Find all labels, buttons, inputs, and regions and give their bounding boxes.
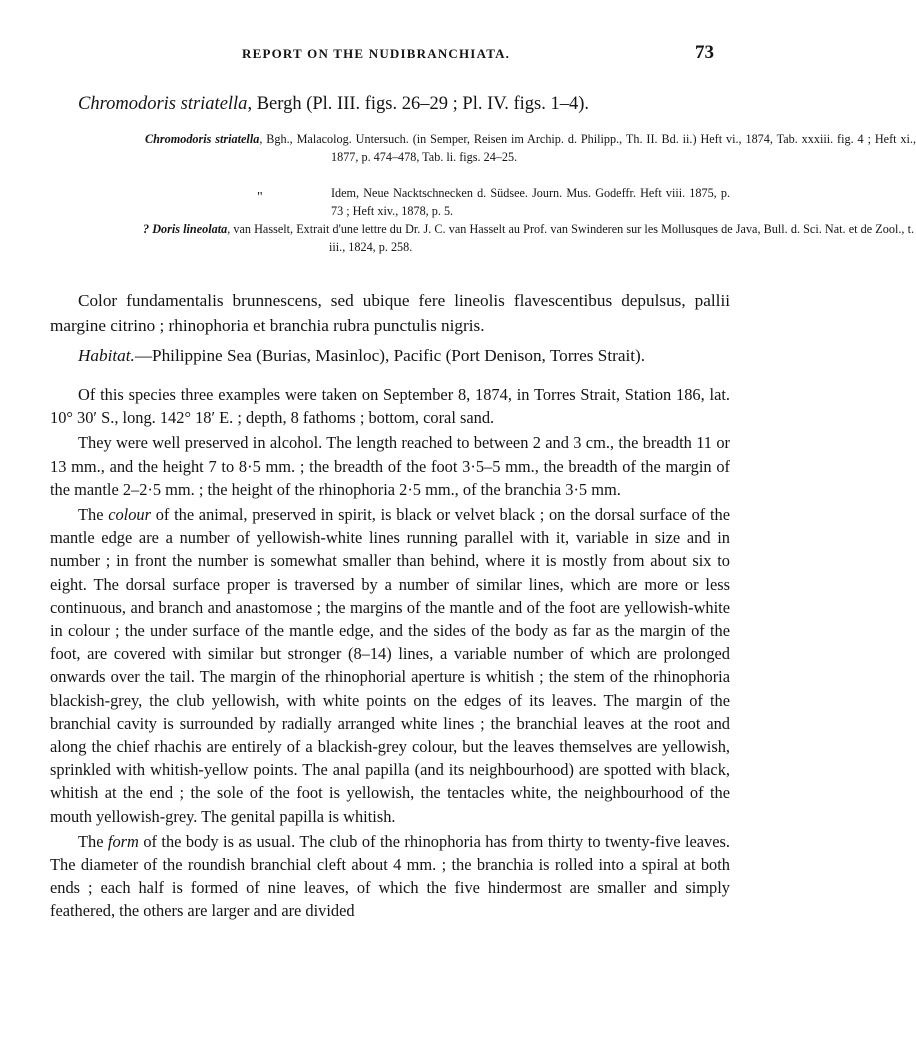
- synonym-citation: Idem, Neue Nacktschnecken d. Südsee. Journ. Mus. Godeffr. Heft viii. 1875, p. 73 ; Heft xiv., 1878, p. 5.: [331, 186, 730, 218]
- synonym-citation: , van Hasselt, Extrait d'une lettre du Dr. J. C. van Hasselt au Prof. van Swinderen sur les Mollusques de Java, Bull. d. Sci. Nat. et de Zool., t. iii., 1824, p. 258.: [227, 222, 915, 254]
- synonymy-entry: [145, 185, 730, 220]
- paragraph-colour-keyword: colour: [108, 505, 151, 525]
- page-number: 73: [695, 42, 714, 63]
- paragraph-measurements: They were well preserved in alcohol. The length reached to between 2 and 3 cm., the breadth 11 or 13 mm., and the height 7 to 8·5 mm. ; the breadth of the foot 3·5–5 mm., the breadth of the margin of the mantle 2–2·5 mm. ; the height of the rhinophoria 2·5 mm., of the branchia 3·5 mm.: [50, 433, 730, 499]
- species-name: Chromodoris striatella: [78, 94, 248, 114]
- paragraph-station: Of this species three examples were taken on September 8, 1874, in Torres Strait, Station 186, lat. 10° 30′ S., long. 142° 18′ E. ; depth, 8 fathoms ; bottom, coral sand.: [50, 385, 730, 428]
- paragraph-colour-text: of the animal, preserved in spirit, is black or velvet black ; on the dorsal surface of the mantle edge are a number of yellowish-white lines running parallel with it, variable in size and in number ; in front the number is somewhat smaller than behind, where it is mostly from about six to eight. The dorsal surface proper is traversed by a number of similar lines, which are more or less continuous, and branch and anastomose ; the margins of the mantle and of the foot are yellowish-white in colour ; the under surface of the mantle edge, and the sides of the body as far as the margin of the foot, are covered with similar but stronger (8–14) lines, a variable number of which are prolonged onwards over the tail. The margin of the rhinophorial aperture is whitish ; the stem of the rhinophoria blackish-grey, the club yellowish, with white points on the edges of its leaves. The margin of the branchial cavity is surrounded by radially arranged white lines ; the branchial leaves at the root and along the chief rhachis are entirely of a blackish-grey colour, but the leaves themselves are yellowish, sprinkled with whitish-yellow points. The anal papilla (and its neighbourhood) are spotted with black, whitish at the end ; the sole of the foot is yellowish, the tentacles white, the neighbourhood of the mouth yellowish-grey. The genital papilla is whitish.: [50, 505, 730, 826]
- habitat-text: —Philippine Sea (Burias, Masinloc), Pacific (Port Denison, Torres Strait).: [134, 346, 646, 365]
- habitat-line: [78, 346, 645, 366]
- species-authority: , Bergh (Pl. III. figs. 26–29 ; Pl. IV. figs. 1–4).: [247, 94, 590, 114]
- body-text: [50, 383, 730, 923]
- species-heading: [78, 94, 589, 115]
- synonymy-entry: [145, 131, 916, 166]
- paragraph-form-lead: The: [78, 831, 108, 851]
- latin-diagnosis: Color fundamentalis brunnescens, sed ubique fere lineolis flavescentibus depulsus, pallii margine citrino ; rhinophoria et branchia rubra punctulis nigris.: [50, 291, 730, 335]
- paragraph-colour: [50, 503, 730, 828]
- paragraph-form-keyword: form: [107, 831, 139, 851]
- synonymy-entry: [143, 221, 914, 256]
- paragraph-form-text: of the body is as usual. The club of the rhinophoria has from thirty to twenty-five leaves. The diameter of the roundish branchial cleft about 4 mm. ; the branchia is rolled into a spiral at both ends ; each half is formed of nine leaves, of which the five hindermost are smaller and simply feathered, the others are larger and are divided: [50, 831, 730, 921]
- running-title: REPORT ON THE NUDIBRANCHIATA.: [242, 46, 511, 61]
- ditto-mark: ": [257, 190, 263, 205]
- paragraph-colour-lead: The: [78, 505, 109, 525]
- paragraph-form: [50, 830, 730, 923]
- synonym-name: ? Doris lineolata: [143, 222, 228, 236]
- habitat-label: Habitat.: [78, 346, 135, 365]
- running-head: [0, 42, 776, 64]
- synonym-citation: , Bgh., Malacolog. Untersuch. (in Semper, Reisen im Archip. d. Philipp., Th. II. Bd. ii.) Heft vi., 1874, Tab. xxxiii. fig. 4 ; Heft xi., 1877, p. 474–478, Tab. li. figs. 24–25.: [259, 132, 916, 164]
- synonym-name: Chromodoris striatella: [145, 132, 260, 146]
